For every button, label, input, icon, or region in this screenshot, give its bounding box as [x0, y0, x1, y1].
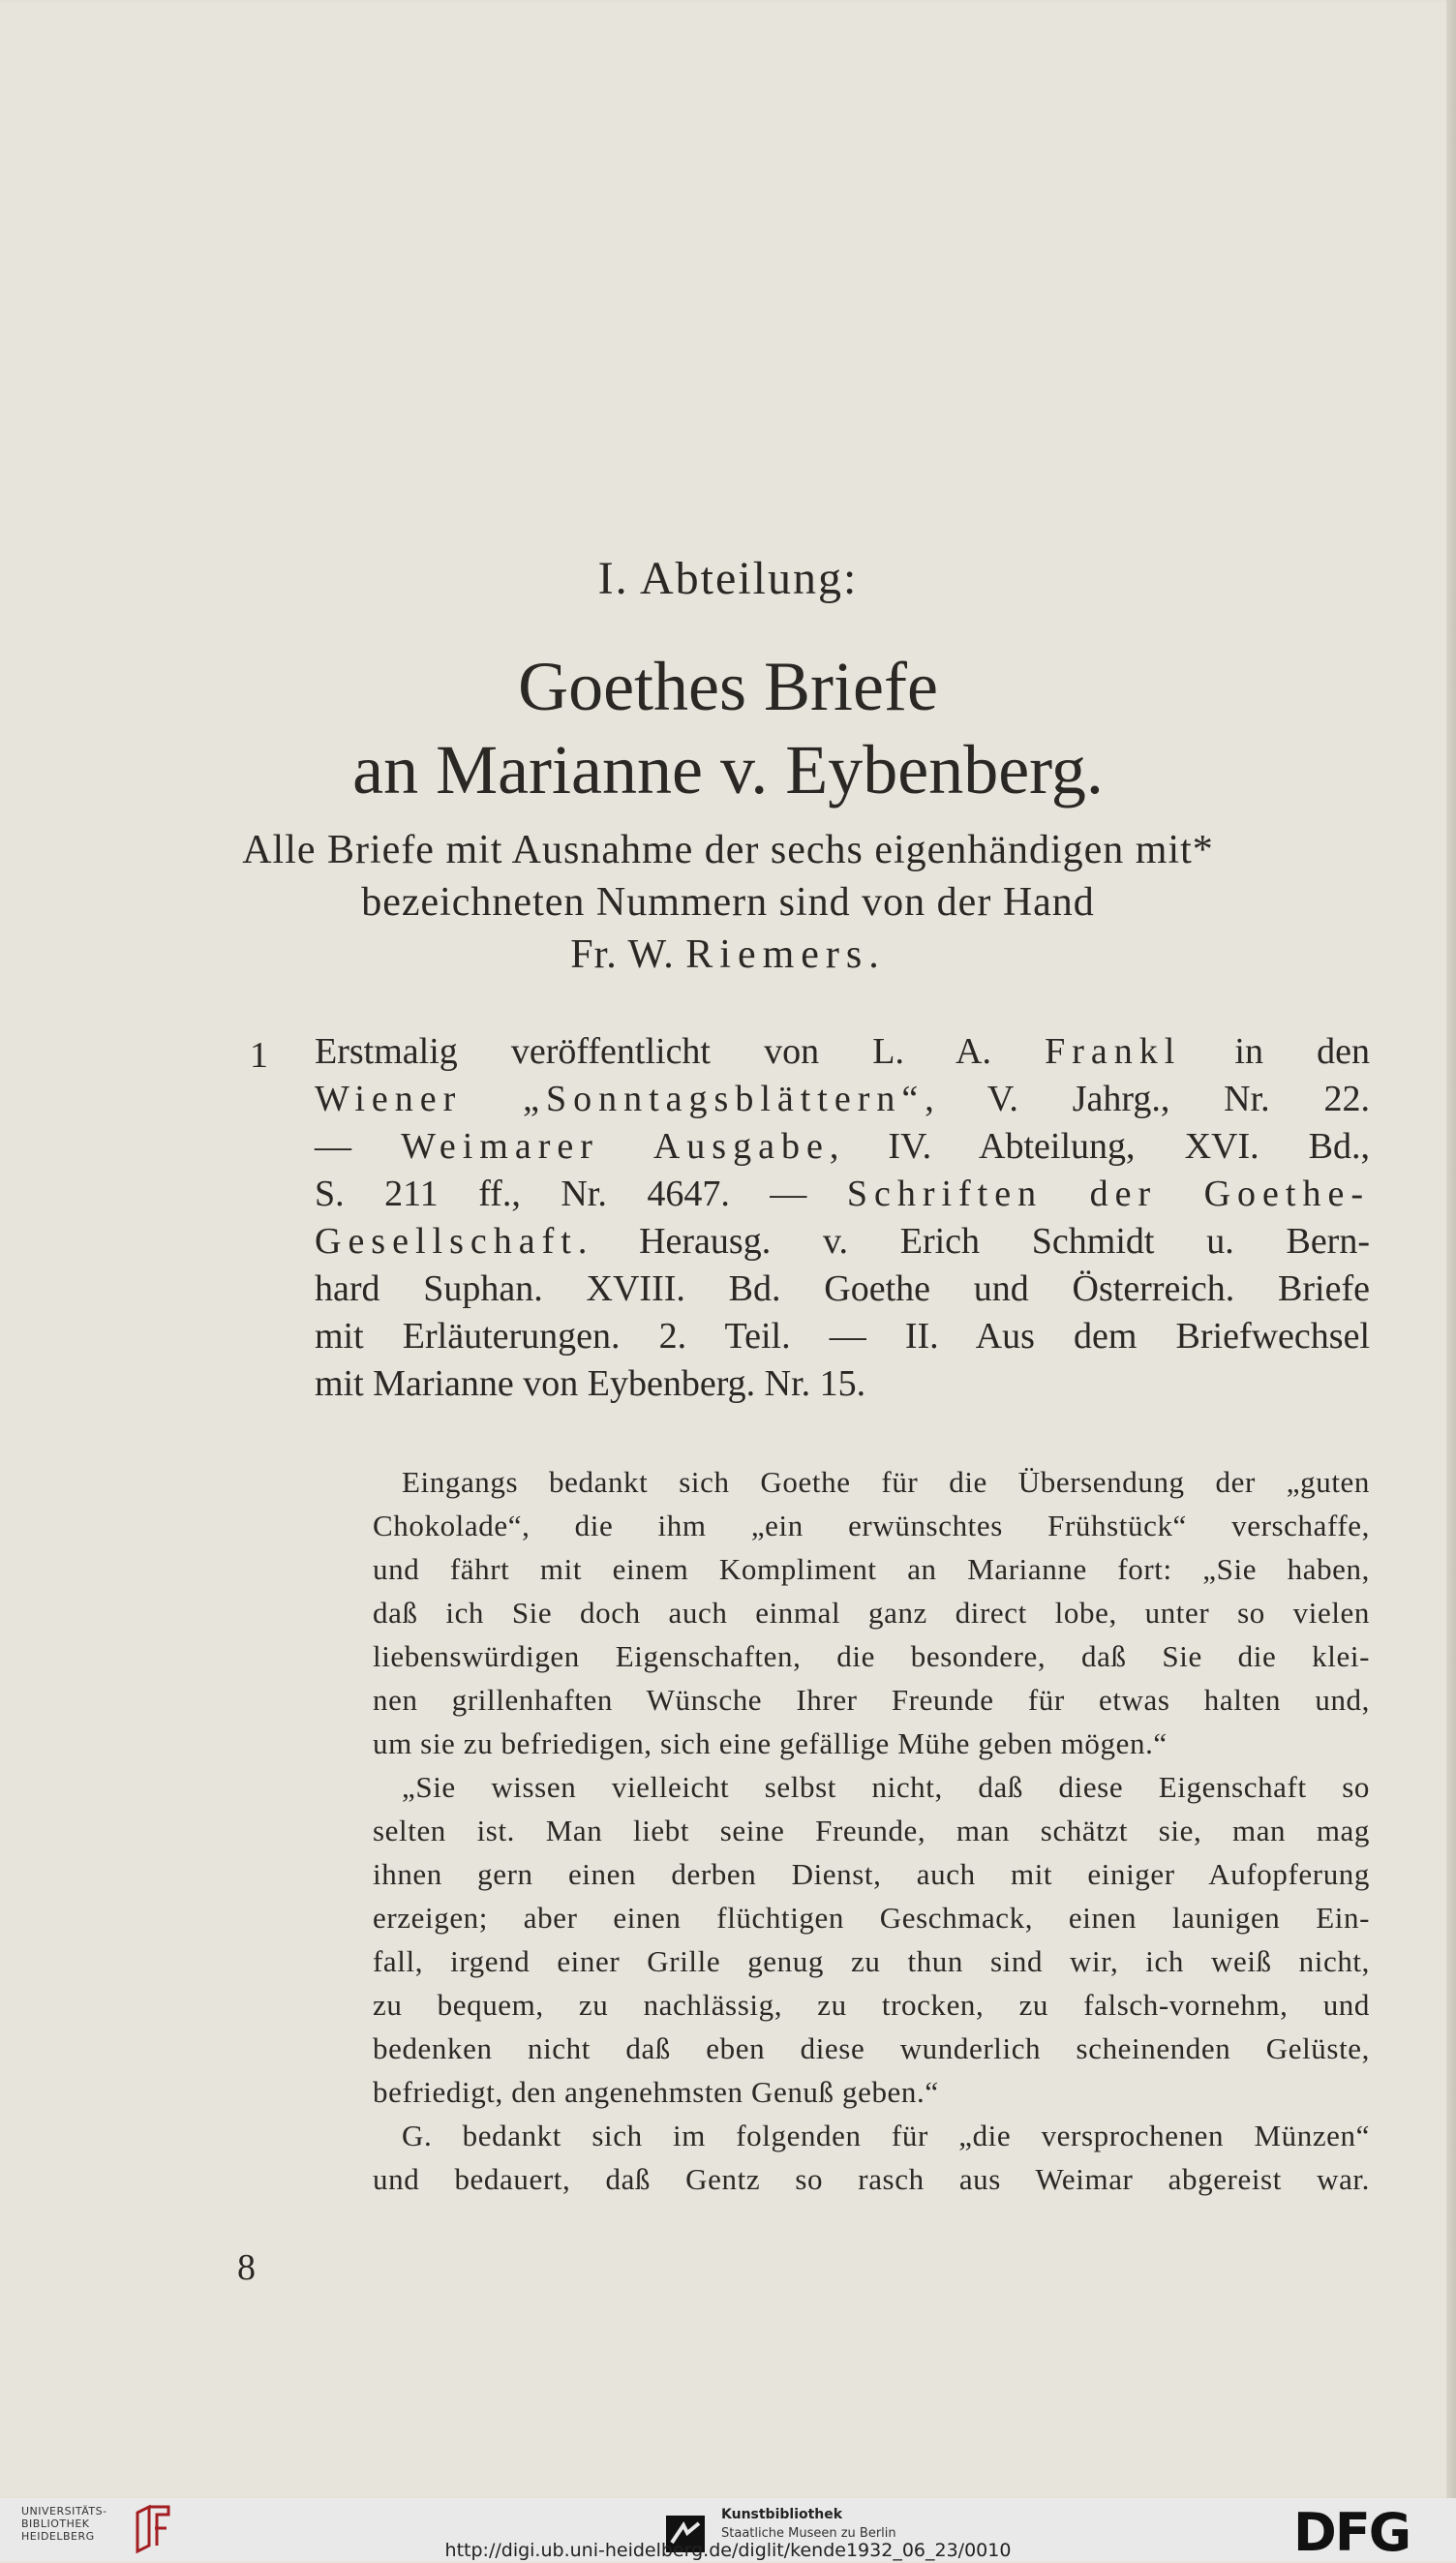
page-edge	[1446, 0, 1456, 2498]
entry-text: —	[315, 1126, 402, 1167]
kunstbibliothek-subtitle: Staatliche Museen zu Berlin	[721, 2526, 896, 2541]
entry-line	[315, 1171, 1370, 1218]
entry-text: in den	[1181, 1031, 1370, 1072]
entry-spaced-name: Frankl	[1045, 1031, 1182, 1072]
subtitle-line-3	[0, 931, 1456, 978]
entry-spaced-name: Schriften der Goethe-	[846, 1174, 1370, 1214]
letter-summary	[373, 1460, 1370, 2201]
summary-line: Chokolade“, die ihm „ein erwünschtes Frühstück“ verschaffe,	[373, 1509, 1370, 1542]
kunstbibliothek-name: Kunstbibliothek	[721, 2507, 843, 2522]
summary-line: daß ich Sie doch auch einmal ganz direct lobe, unter so vielen	[373, 1596, 1370, 1630]
dfg-logo[interactable]: DFG	[1293, 2502, 1410, 2563]
summary-line: erzeigen; aber einen flüchtigen Geschmack, einen launigen Ein-	[373, 1901, 1370, 1935]
entry-number: 1	[250, 1035, 268, 1076]
summary-line: selten ist. Man liebt seine Freunde, man schätzt sie, man mag	[373, 1814, 1370, 1847]
subtitle-line-2: bezeichneten Nummern sind von der Hand	[361, 880, 1095, 925]
subtitle-line-1: Alle Briefe mit Ausnahme der sechs eigenhändigen mit*	[242, 828, 1214, 872]
entry-text: , V. Jahrg., Nr. 22.	[925, 1079, 1370, 1119]
title-line-2: an Marianne v. Eybenberg.	[352, 731, 1104, 809]
title-line-1: Goethes Briefe	[518, 648, 938, 725]
entry-line	[315, 1123, 1370, 1171]
summary-line: zu bequem, zu nachlässig, zu trocken, zu falsch-vornehm, und	[373, 1988, 1370, 2022]
author-name: Riemers.	[685, 932, 886, 977]
summary-line: ihnen gern einen derben Dienst, auch mit einiger Aufopferung	[373, 1857, 1370, 1891]
summary-line: Eingangs bedankt sich Goethe für die Übersendung der „guten	[402, 1465, 1370, 1499]
summary-line: fall, irgend einer Grille genug zu thun sind wir, ich weiß nicht,	[373, 1944, 1370, 1978]
page-number: 8	[237, 2247, 256, 2288]
entry-line	[315, 1218, 1370, 1266]
summary-line: nen grillenhaften Wünsche Ihrer Freunde für etwas halten und,	[373, 1683, 1370, 1717]
summary-line: um sie zu befriedigen, sich eine gefällige Mühe geben mögen.“	[373, 1726, 1168, 1760]
entry-line: mit Erläuterungen. 2. Teil. — II. Aus dem Briefwechsel	[315, 1316, 1370, 1357]
entry-text: , IV. Abteilung, XVI. Bd.,	[829, 1126, 1371, 1167]
summary-line: und fährt mit einem Kompliment an Marianne fort: „Sie haben,	[373, 1552, 1370, 1586]
entry-line: mit Marianne von Eybenberg. Nr. 15.	[315, 1363, 866, 1404]
entry-citation	[315, 1028, 1370, 1408]
entry-line	[315, 1028, 1370, 1076]
entry-line: hard Suphan. XVIII. Bd. Goethe und Österreich. Briefe	[315, 1268, 1370, 1309]
section-heading: I. Abteilung:	[597, 553, 859, 604]
entry-line	[315, 1076, 1370, 1123]
entry-text: S. 211 ff., Nr. 4647. —	[315, 1174, 847, 1214]
subtitle-line-3-a: Fr. W.	[570, 932, 686, 977]
library-line-3: HEIDELBERG	[21, 2530, 95, 2543]
summary-line: „Sie wissen vielleicht selbst nicht, daß diese Eigenschaft so	[402, 1770, 1370, 1804]
permalink-url[interactable]: http://digi.ub.uni-heidelberg.de/diglit/kende1932_06_23/0010	[444, 2540, 1012, 2561]
entry-spaced-name: Gesellschaft	[315, 1221, 578, 1262]
summary-line: befriedigt, den angenehmsten Genuß geben.“	[373, 2075, 939, 2109]
summary-line: und bedauert, daß Gentz so rasch aus Weimar abgereist war.	[373, 2162, 1370, 2196]
entry-text: . Herausg. v. Erich Schmidt u. Bern-	[577, 1221, 1370, 1262]
summary-line: G. bedankt sich im folgenden für „die versprochenen Münzen“	[402, 2119, 1370, 2152]
library-line-1: UNIVERSITÄTS-	[21, 2505, 107, 2517]
entry-spaced-name: Weimarer Ausgabe	[401, 1126, 830, 1167]
entry-spaced-name: Wiener „Sonntagsblättern“	[315, 1079, 925, 1119]
entry-text: Erstmalig veröffentlicht von L. A.	[315, 1031, 1046, 1072]
university-library-name[interactable]	[21, 2505, 107, 2543]
library-line-2: BIBLIOTHEK	[21, 2517, 90, 2530]
summary-line: bedenken nicht daß eben diese wunderlich scheinenden Gelüste,	[373, 2031, 1370, 2065]
summary-line: liebenswürdigen Eigenschaften, die besondere, daß Sie die klei-	[373, 1639, 1370, 1673]
